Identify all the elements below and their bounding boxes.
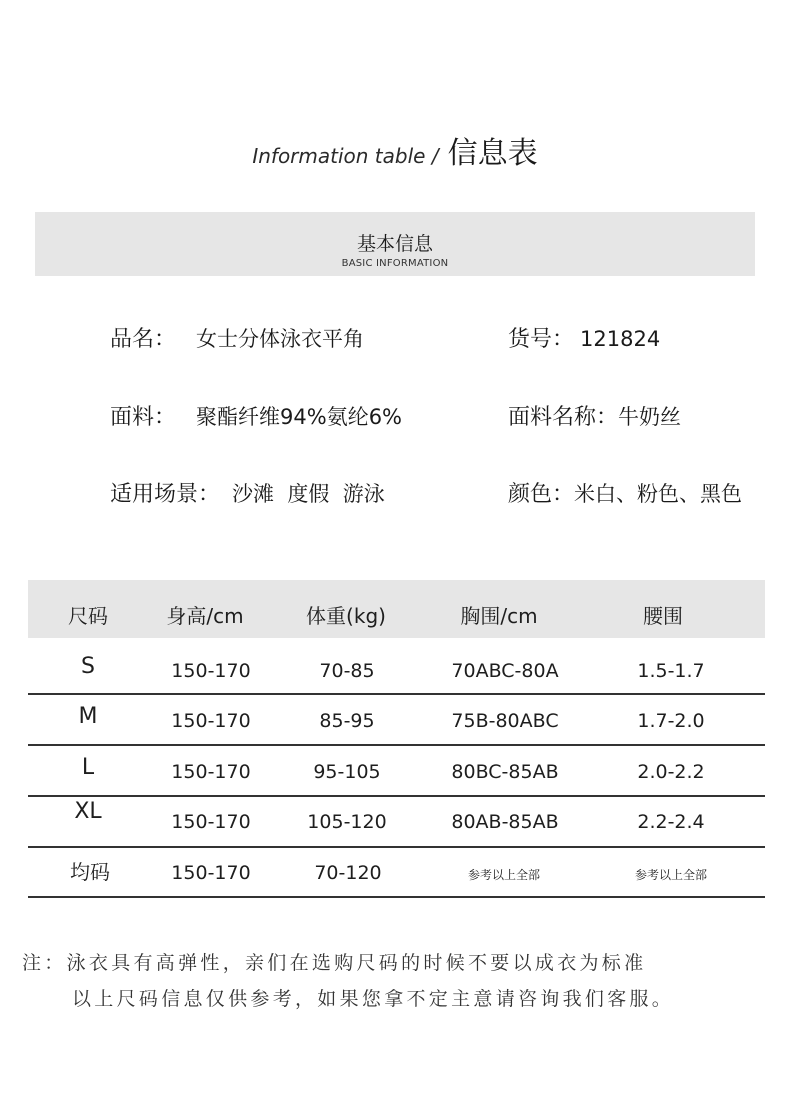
product-name-value: 女士分体泳衣平角 [196,327,365,351]
table-row [28,745,765,795]
cell-size: M [78,704,98,729]
cell-weight: 70-120 [314,862,382,884]
cell-height: 150-170 [171,862,251,884]
cell-height: 150-170 [171,710,251,732]
cell-bust: 70ABC-80A [451,660,559,682]
header-bust: 胸围/cm [460,604,538,628]
color-label: 颜色： [508,482,575,507]
scenario-field [110,477,385,508]
fabric-name-field [508,400,681,431]
title-en: Information table / [252,144,439,168]
item-number-value: 121824 [580,327,661,351]
note-line-2: 以上尺码信息仅供参考，如果您拿不定主意请咨询我们客服。 [72,988,675,1010]
cell-waist: 2.0-2.2 [637,761,705,783]
cell-size: S [81,654,95,679]
table-row [28,846,765,896]
table-row [28,795,765,845]
cell-height: 150-170 [171,761,251,783]
fabric-label: 面料： [110,405,177,430]
cell-bust: 参考以上全部 [467,868,541,882]
fabric-value: 聚酯纤维94%氨纶6% [196,405,403,429]
cell-bust: 80BC-85AB [451,761,559,783]
product-name-field [110,322,364,353]
color-field [508,477,742,508]
cell-weight: 95-105 [313,761,381,783]
header-size: 尺码 [68,604,108,628]
header-waist: 腰围 [643,604,683,628]
banner-title-cn: 基本信息 [356,233,433,255]
title-cn: 信息表 [447,136,538,171]
table-bottom-rule [28,896,765,898]
cell-weight: 85-95 [319,710,375,732]
cell-height: 150-170 [171,660,251,682]
basic-info-banner [35,212,755,276]
item-number-label: 货号： [508,327,575,352]
product-name-label: 品名： [110,327,177,352]
fabric-name-label: 面料名称： [508,405,619,430]
fabric-field [110,400,402,431]
cell-size: L [81,755,95,780]
table-row [28,644,765,694]
note-line-1: 注：泳衣具有高弹性，亲们在选购尺码的时候不要以成衣为标准 [22,952,647,974]
cell-waist: 1.5-1.7 [637,660,705,682]
cell-waist: 1.7-2.0 [637,710,705,732]
color-value: 米白、粉色、黑色 [574,482,743,506]
page-title [0,128,790,172]
banner-title-en: BASIC INFORMATION [341,258,449,269]
cell-waist: 2.2-2.4 [637,811,705,833]
scenario-label: 适用场景： [110,482,221,507]
cell-weight: 105-120 [307,811,387,833]
item-number-field [508,322,660,353]
size-table-header [28,580,765,638]
table-row [28,694,765,744]
cell-bust: 80AB-85AB [451,811,559,833]
header-weight: 体重(kg) [306,604,386,628]
cell-height: 150-170 [171,811,251,833]
header-height: 身高/cm [166,604,244,628]
cell-weight: 70-85 [319,660,375,682]
cell-size: 均码 [70,860,110,884]
fabric-name-value: 牛奶丝 [618,405,682,429]
cell-size: XL [74,799,102,824]
cell-bust: 75B-80ABC [451,710,559,732]
scenario-value: 沙滩 度假 游泳 [232,482,385,506]
cell-waist: 参考以上全部 [634,868,708,882]
